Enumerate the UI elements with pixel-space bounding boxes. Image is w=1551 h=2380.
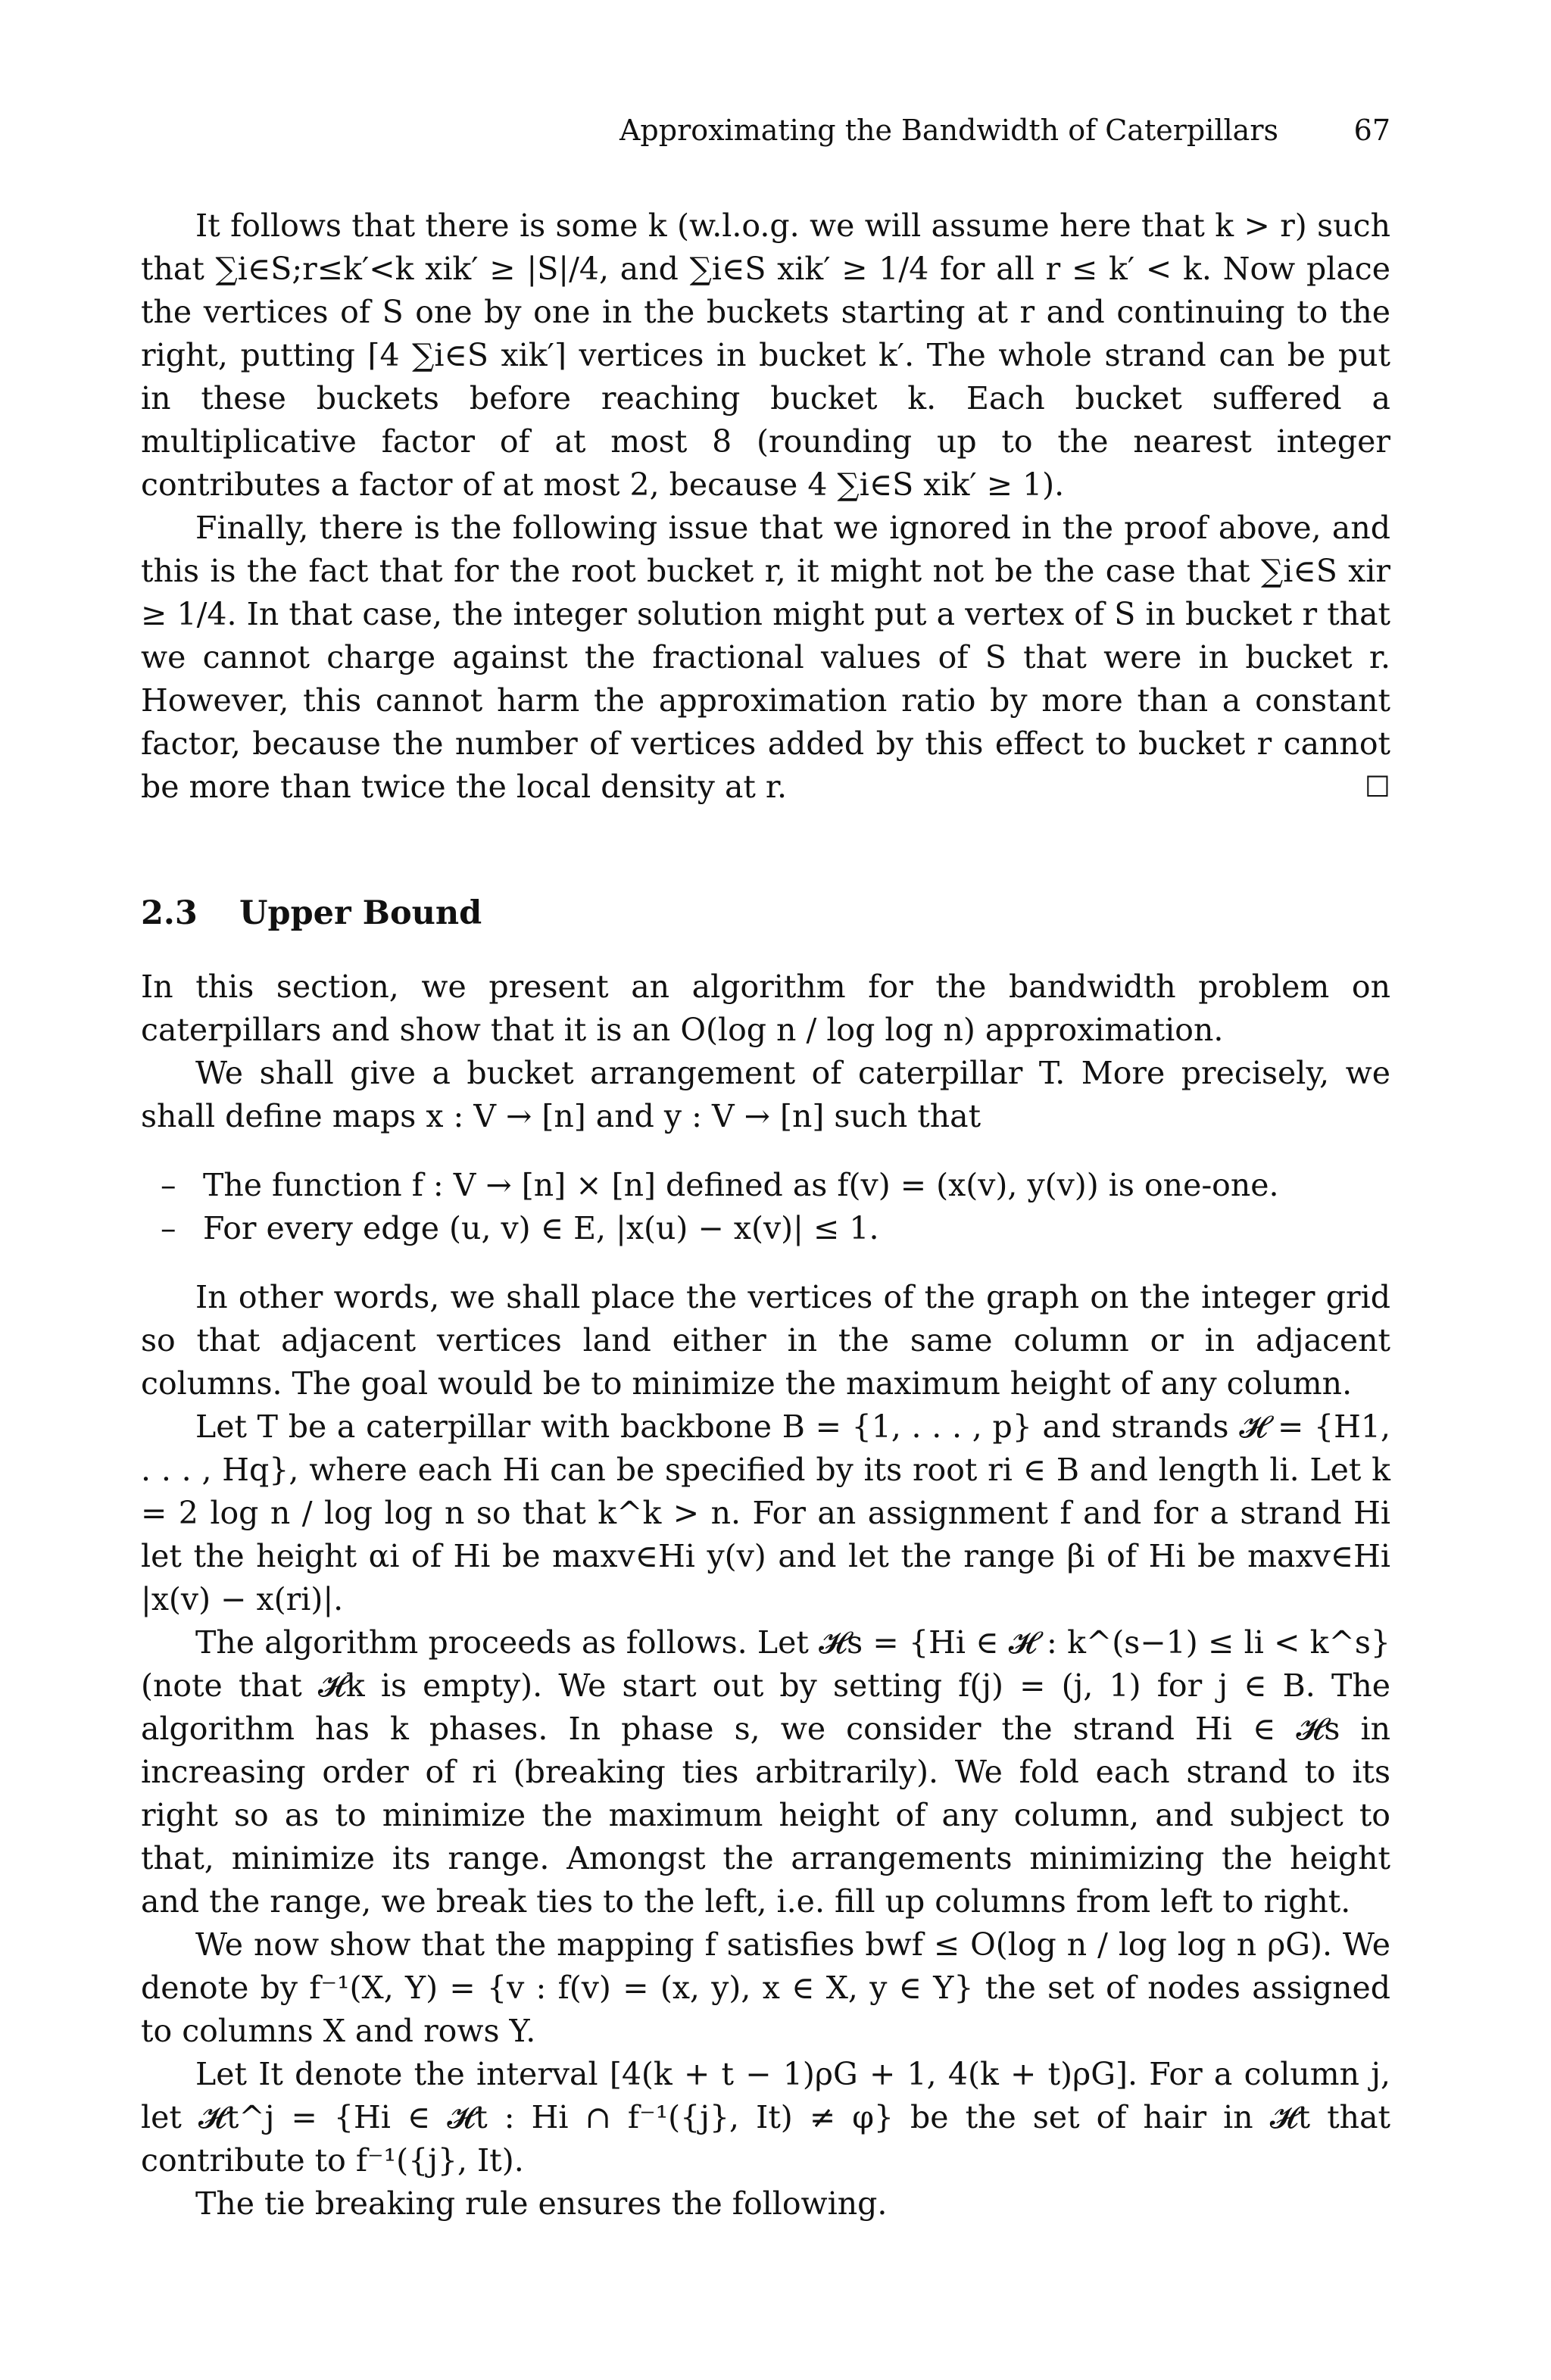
qed-box-icon: ☐ [1364,770,1390,803]
paragraph-proof-continuation: It follows that there is some k (w.l.o.g. we will assume here that k > r) such that ∑i∈S;r≤k′<k xik′ ≥ |S|/4, and ∑i∈S xik′ ≥ 1/4 for all r ≤ k′ < k. Now place the vertices of S one by one in the buckets starting at r and continuing to the right, putting ⌈4 ∑i∈S xik′⌉ vertices in bucket k′. The whole strand can be put in these buckets before reaching bucket k. Each bucket suffered a multiplicative factor of at most 8 (rounding up to the nearest integer contributes a factor of at most 2, because 4 ∑i∈S xik′ ≥ 1). [141,207,1390,503]
paragraph-mapping: We now show that the mapping f satisfies bwf ≤ O(log n / log log n ρG). We denote by f⁻¹(X, Y) = {v : f(v) = (x, y), x ∈ X, y ∈ Y} the set of nodes assigned to columns X and rows Y. [141,1926,1390,2049]
paragraph-root-bucket-text: Finally, there is the following issue that we ignored in the proof above, and this is the fact that for the root bucket r, it might not be the case that ∑i∈S xir ≥ 1/4. In that case, the integer solution might put a vertex of S in bucket r that we cannot charge against the fractional values of S that were in bucket r. However, this cannot harm the approximation ratio by more than a constant factor, because the number of vertices added by this effect to bucket r cannot be more than twice the local density at r. [141,510,1390,805]
list-item-text: The function f : V → [n] × [n] defined as f(v) = (x(v), y(v)) is one-one. [203,1167,1279,1203]
section-number: 2.3 [141,894,198,932]
bullet-dash: – [161,1210,176,1246]
list-item-text: For every edge (u, v) ∈ E, |x(u) − x(v)| ≤ 1. [203,1210,879,1246]
running-head [141,114,1390,159]
paragraph-intro: In this section, we present an algorithm for the bandwidth problem on caterpillars and show that it is an O(log n / log log n) approximation. [141,969,1390,1048]
paragraph-caterpillar-definition: Let T be a caterpillar with backbone B = {1, . . . , p} and strands 𝓗 = {H1, . . . , Hq}, where each Hi can be specified by its root ri ∈ B and length li. Let k = 2 log n / log log n so that k^k > n. For an assignment f and for a strand Hi let the height αi of Hi be maxv∈Hi y(v) and let the range βi of Hi be maxv∈Hi |x(v) − x(ri)|. [141,1408,1390,1617]
running-title: Approximating the Bandwidth of Caterpillars [619,114,1278,147]
paper-page [141,0,1390,2380]
paragraph-tie-breaking: The tie breaking rule ensures the following. [195,2185,888,2222]
bullet-dash: – [161,1167,176,1203]
paragraph-interval: Let It denote the interval [4(k + t − 1)ρG + 1, 4(k + t)ρG]. For a column j, let 𝓗t^j = {Hi ∈ 𝓗t : Hi ∩ f⁻¹({j}, It) ≠ φ} be the set of hair in 𝓗t that contribute to f⁻¹({j}, It). [141,2056,1390,2179]
section-title: Upper Bound [239,894,482,932]
paragraph-algorithm: The algorithm proceeds as follows. Let 𝓗s = {Hi ∈ 𝓗 : k^(s−1) ≤ li < k^s} (note that 𝓗k is empty). We start out by setting f(j) = (j, 1) for j ∈ B. The algorithm has k phases. In phase s, we consider the strand Hi ∈ 𝓗s in increasing order of ri (breaking ties arbitrarily). We fold each strand to its right so as to minimize the maximum height of any column, and subject to that, minimize its range. Amongst the arrangements minimizing the height and the range, we break ties to the left, i.e. fill up columns from left to right. [141,1624,1390,1920]
section-heading [141,892,1390,935]
conditions-list [141,1164,1390,1250]
page-number: 67 [1353,114,1390,147]
paragraph-bucket-arrangement: We shall give a bucket arrangement of caterpillar T. More precisely, we shall define maps x : V → [n] and y : V → [n] such that [141,1055,1390,1134]
paragraph-integer-grid: In other words, we shall place the vertices of the graph on the integer grid so that adjacent vertices land either in the same column or in adjacent columns. The goal would be to minimize the maximum height of any column. [141,1279,1390,1402]
list-item [161,1164,1390,1207]
list-item [161,1207,1390,1250]
body-text [141,204,1390,2226]
paragraph-root-bucket [141,507,1390,809]
